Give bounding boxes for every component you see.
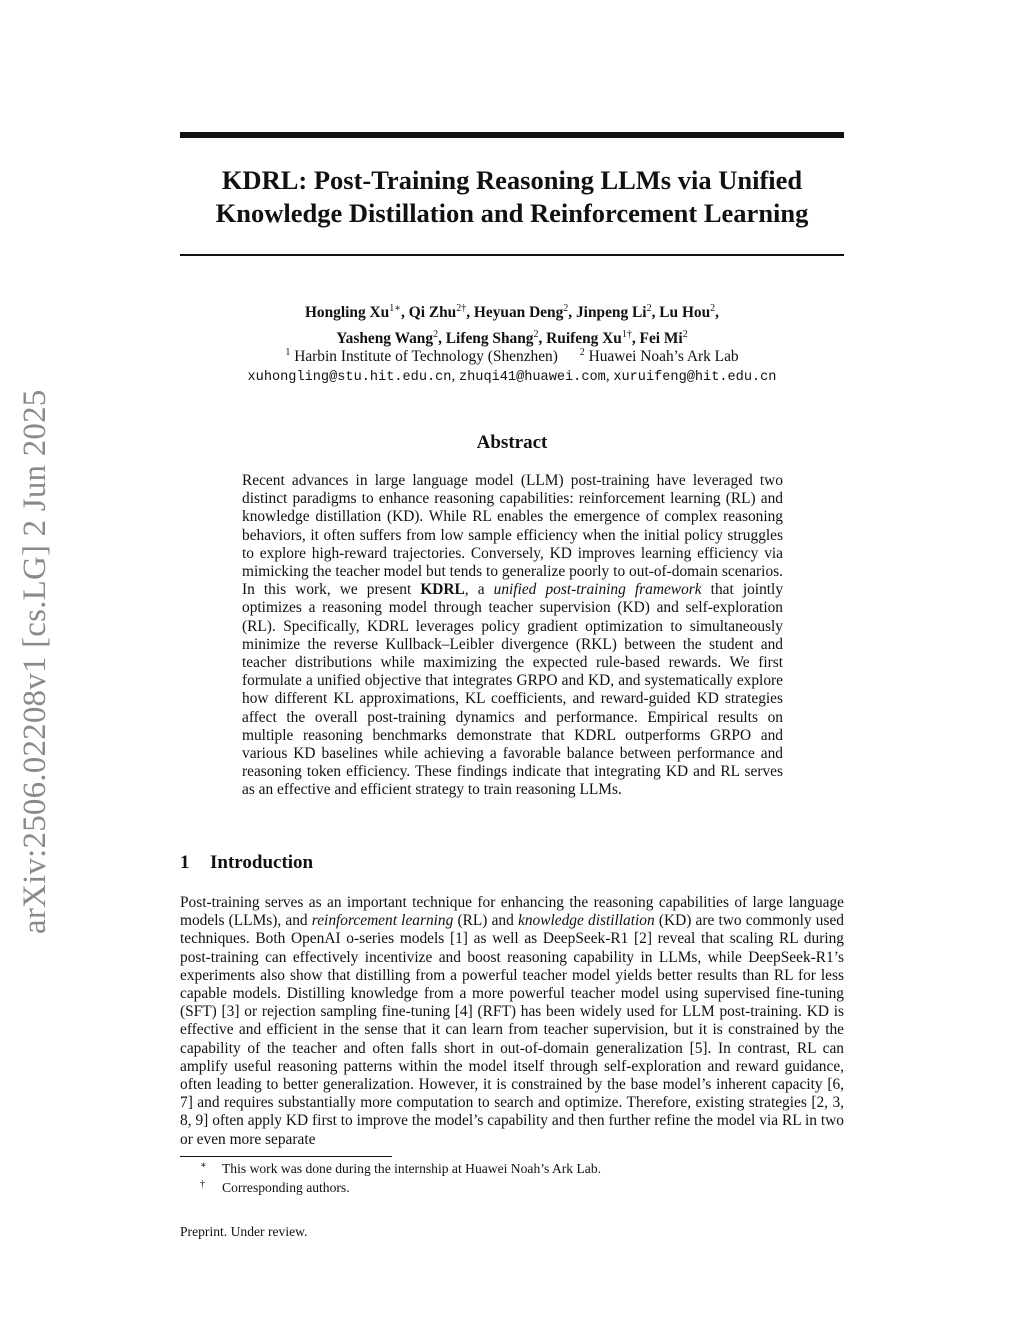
section-title: Introduction bbox=[210, 852, 314, 873]
title-top-rule bbox=[180, 132, 844, 138]
intro-italic-term: knowledge distillation bbox=[518, 912, 655, 930]
introduction-paragraph bbox=[180, 894, 844, 1149]
abstract-heading: Abstract bbox=[476, 432, 548, 453]
author-name: Lifeng Shang bbox=[445, 330, 534, 348]
footnote-text: This work was done during the internship at Huawei Noah’s Ark Lab. bbox=[222, 1161, 602, 1176]
abstract-kdrl-bold: KDRL bbox=[420, 581, 465, 599]
author-separator: , bbox=[715, 304, 720, 322]
author-affiliation-mark: 2 bbox=[433, 329, 439, 341]
author-affiliation-mark: 1∗ bbox=[389, 303, 402, 314]
author-affiliation-mark: 1† bbox=[621, 329, 632, 341]
author-separator: , bbox=[438, 330, 446, 348]
author-name: Heyuan Deng bbox=[473, 304, 564, 322]
section-number: 1 bbox=[180, 852, 190, 873]
author-affiliation-mark: 2† bbox=[456, 303, 467, 314]
author-emails: xuhongling@stu.hit.edu.cn, zhuqi41@huawei.com, xuruifeng@hit.edu.cn bbox=[247, 368, 777, 385]
preprint-notice: Preprint. Under review. bbox=[180, 1224, 308, 1239]
footnote-mark: † bbox=[200, 1179, 205, 1190]
author-affiliation-mark: 2 bbox=[533, 329, 539, 341]
author-affiliation-mark: 2 bbox=[646, 303, 652, 314]
arxiv-identifier: arXiv:2506.02208v1 [cs.LG] 2 Jun 2025 bbox=[17, 389, 53, 934]
title-line-1: KDRL: Post-Training Reasoning LLMs via Unified bbox=[221, 165, 803, 195]
email-address[interactable]: xuruifeng@hit.edu.cn bbox=[613, 370, 777, 385]
author-separator: , bbox=[401, 304, 409, 322]
author-name: Hongling Xu bbox=[304, 304, 390, 322]
footnote bbox=[180, 1178, 844, 1197]
intro-italic-term: reinforcement learning bbox=[311, 912, 454, 930]
footnote-mark: ∗ bbox=[200, 1160, 207, 1171]
intro-text: Post-training serves as an important technique for enhancing the reasoning capabilities of large language models (LLMs), and bbox=[180, 894, 844, 930]
affiliation-name: Huawei Noah’s Ark Lab bbox=[588, 348, 739, 366]
footnote-rule bbox=[180, 1156, 392, 1157]
affiliation-name: Harbin Institute of Technology (Shenzhen) bbox=[294, 348, 558, 366]
abstract-italic-phrase: unified post-training framework bbox=[493, 581, 702, 599]
author-name: Qi Zhu bbox=[408, 304, 457, 322]
footnotes bbox=[180, 1159, 844, 1197]
email-address[interactable]: zhuqi41@huawei.com bbox=[458, 370, 606, 385]
affiliation-mark: 2 bbox=[579, 347, 585, 358]
title-bottom-rule bbox=[180, 254, 844, 256]
author-name: Fei Mi bbox=[639, 330, 683, 348]
intro-text: (KD) are two commonly used techniques. Both OpenAI o-series models [1] as well as DeepSeek-R1 [2] reveal that scaling RL during post-training can effectively incentivize and boost reasoning capability in LLMs, while DeepSeek-R1’s experiments also show that distilling from a powerful teacher model yields better results than RL for less capable models. Distilling knowledge from a more powerful teacher model using supervised fine-tuning (SFT) [3] or rejection sampling fine-tuning [4] (RFT) has been widely used for LLM post-training. KD is effective and efficient in the sense that it can learn from teacher supervision, but it is constrained by the capability of the teacher and often falls short in out-of-domain generalization [5]. In contrast, RL can amplify useful reasoning patterns within the model itself through self-exploration and reward guidance, often leading to better generalization. However, it is constrained by the base model’s inherent capacity [6, 7] and requires substantially more computation to search and optimize. Therefore, existing strategies [2, 3, 8, 9] often apply KD first to improve the model’s capability and then further refine the model via RL in two or even more separate bbox=[180, 912, 844, 1148]
author-separator: , bbox=[631, 330, 640, 348]
author-affiliation-mark: 2 bbox=[682, 329, 688, 341]
author-line-1 bbox=[180, 298, 844, 324]
abstract-text: that jointly optimizes a reasoning model through teacher supervision (KD) and self-exploration (RL). Specifically, KDRL leverages policy gradient optimization to simultaneously minimize the reverse Kullback–Leibler divergence (RKL) between the student and teacher distributions while maximizing the expected rule-based rewards. We first formulate a unified objective that integrates GRPO and KD, and systematically explore how different KL approximations, KL coefficients, and reward-guided KD strategies affect the overall post-training dynamics and performance. Empirical results on multiple reasoning benchmarks demonstrate that KDRL outperforms GRPO and various KD baselines while achieving a favorable balance between performance and reasoning token efficiency. These findings indicate that integrating KD and RL serves as an effective and efficient strategy to train reasoning LLMs. bbox=[242, 581, 784, 799]
author-separator: , bbox=[466, 304, 474, 322]
author-name: Jinpeng Li bbox=[575, 304, 647, 322]
author-affiliation-mark: 2 bbox=[563, 303, 569, 314]
abstract-text: , a bbox=[464, 581, 494, 599]
affiliation-mark: 1 bbox=[285, 347, 291, 358]
intro-text: (RL) and bbox=[453, 912, 518, 930]
abstract-body bbox=[242, 472, 783, 800]
author-affiliation-mark: 2 bbox=[710, 303, 716, 314]
author-name: Ruifeng Xu bbox=[546, 330, 622, 348]
author-separator: , bbox=[568, 304, 576, 322]
footnote-text: Corresponding authors. bbox=[222, 1180, 350, 1195]
email-address[interactable]: xuhongling@stu.hit.edu.cn bbox=[247, 370, 452, 385]
author-separator: , bbox=[538, 330, 547, 348]
affiliations bbox=[180, 342, 844, 368]
footnote bbox=[180, 1159, 844, 1178]
author-name: Yasheng Wang bbox=[336, 330, 434, 348]
title-line-2: Knowledge Distillation and Reinforcement Learning bbox=[215, 198, 809, 228]
section-heading-introduction bbox=[180, 850, 844, 876]
abstract-text: Recent advances in large language model (LLM) post-training have leveraged two distinct paradigms to enhance reasoning capabilities: reinforcement learning (RL) and knowledge distillation (KD). While RL enables the emergence of complex reasoning behaviors, it often suffers from low sample efficiency when the initial policy struggles to explore high-reward trajectories. Conversely, KD improves learning efficiency via mimicking the teacher model but tends to generalize poorly to out-of-domain scenarios. In this work, we present bbox=[242, 472, 783, 599]
paper-title bbox=[170, 164, 854, 230]
author-separator: , bbox=[651, 304, 660, 322]
author-name: Lu Hou bbox=[659, 304, 711, 322]
